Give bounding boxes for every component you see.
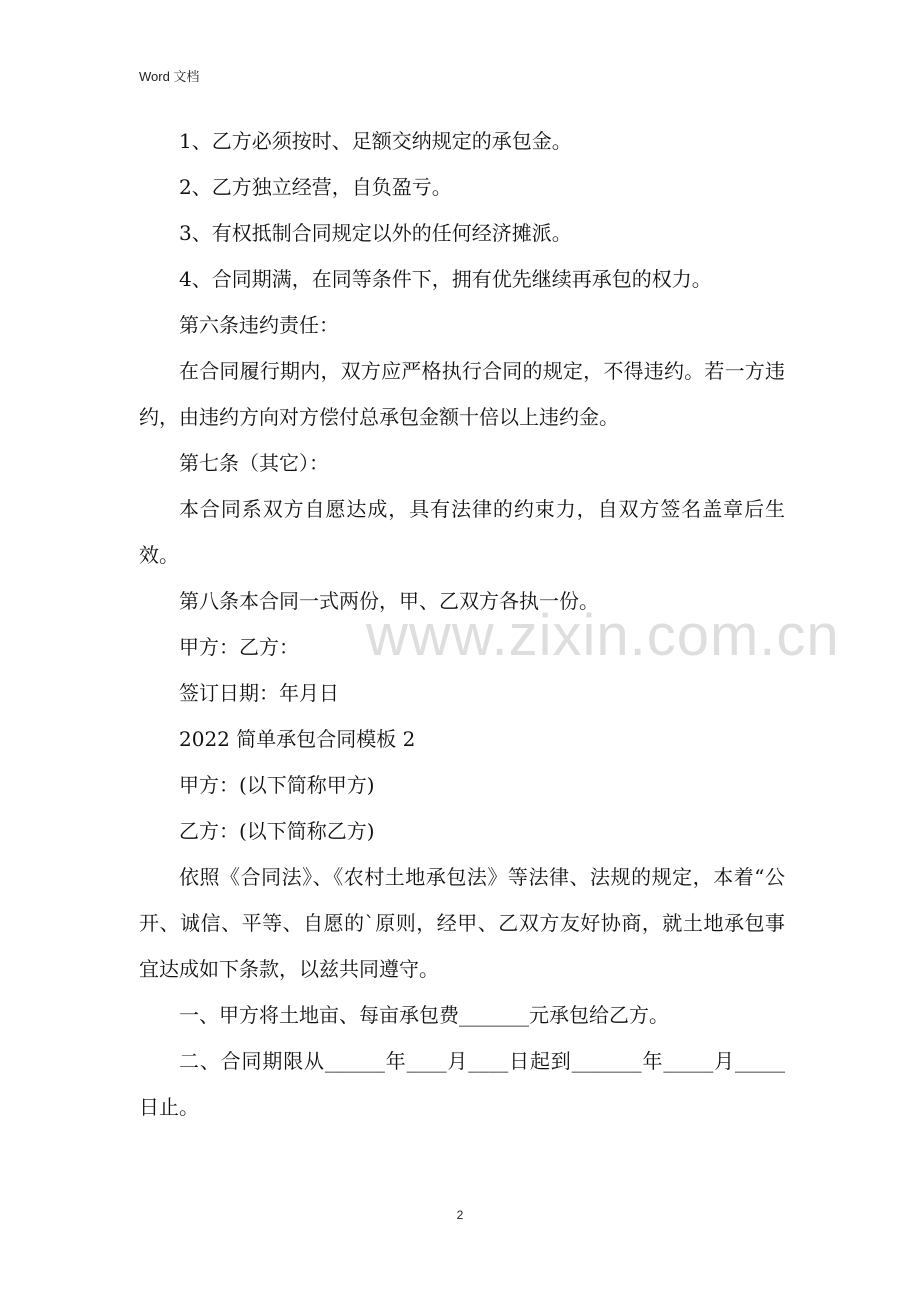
signature-line: 甲方：乙方： bbox=[179, 635, 299, 659]
paragraph: 2、乙方独立经营，自负盈亏。 bbox=[179, 175, 452, 199]
section-heading: 第七条（其它）： bbox=[179, 451, 329, 475]
watermark: www.zixin.com.cn bbox=[366, 603, 840, 668]
date-line: 签订日期：年月日 bbox=[179, 681, 339, 705]
paragraph: 1、乙方必须按时、足额交纳规定的承包金。 bbox=[179, 129, 572, 153]
clause: 一、甲方将土地亩、每亩承包费_______元承包给乙方。 bbox=[179, 1003, 669, 1027]
party-a-line: 甲方：(以下简称甲方) bbox=[179, 773, 375, 797]
paragraph: 本合同系双方自愿达成，具有法律的约束力，自双方签名盖章后生效。 bbox=[139, 497, 785, 567]
contract-title: 2022 简单承包合同模板 2 bbox=[179, 727, 416, 751]
paragraph: 在合同履行期内，双方应严格执行合同的规定，不得违约。若一方违约，由违约方向对方偿付总承包金额十倍以上违约金。 bbox=[139, 359, 785, 429]
section-heading: 第六条违约责任： bbox=[179, 313, 339, 337]
document-header-label: Word 文档 bbox=[139, 69, 200, 84]
paragraph: 3、有权抵制合同规定以外的任何经济摊派。 bbox=[179, 221, 572, 245]
paragraph: 4、合同期满，在同等条件下，拥有优先继续再承包的权力。 bbox=[179, 267, 712, 291]
clause: 二、合同期限从______年____月____日起到_______年_____月_____日止。 bbox=[139, 1049, 785, 1119]
paragraph: 第八条本合同一式两份，甲、乙双方各执一份。 bbox=[179, 589, 599, 613]
document-body bbox=[139, 118, 785, 1130]
page-number: 2 bbox=[456, 1208, 464, 1222]
party-b-line: 乙方：(以下简称乙方) bbox=[179, 819, 375, 843]
paragraph: 依照《合同法》、《农村土地承包法》等法律、法规的规定，本着“公开、诚信、平等、自愿的`原则，经甲、乙双方友好协商，就土地承包事宜达成如下条款，以兹共同遵守。 bbox=[139, 865, 785, 981]
